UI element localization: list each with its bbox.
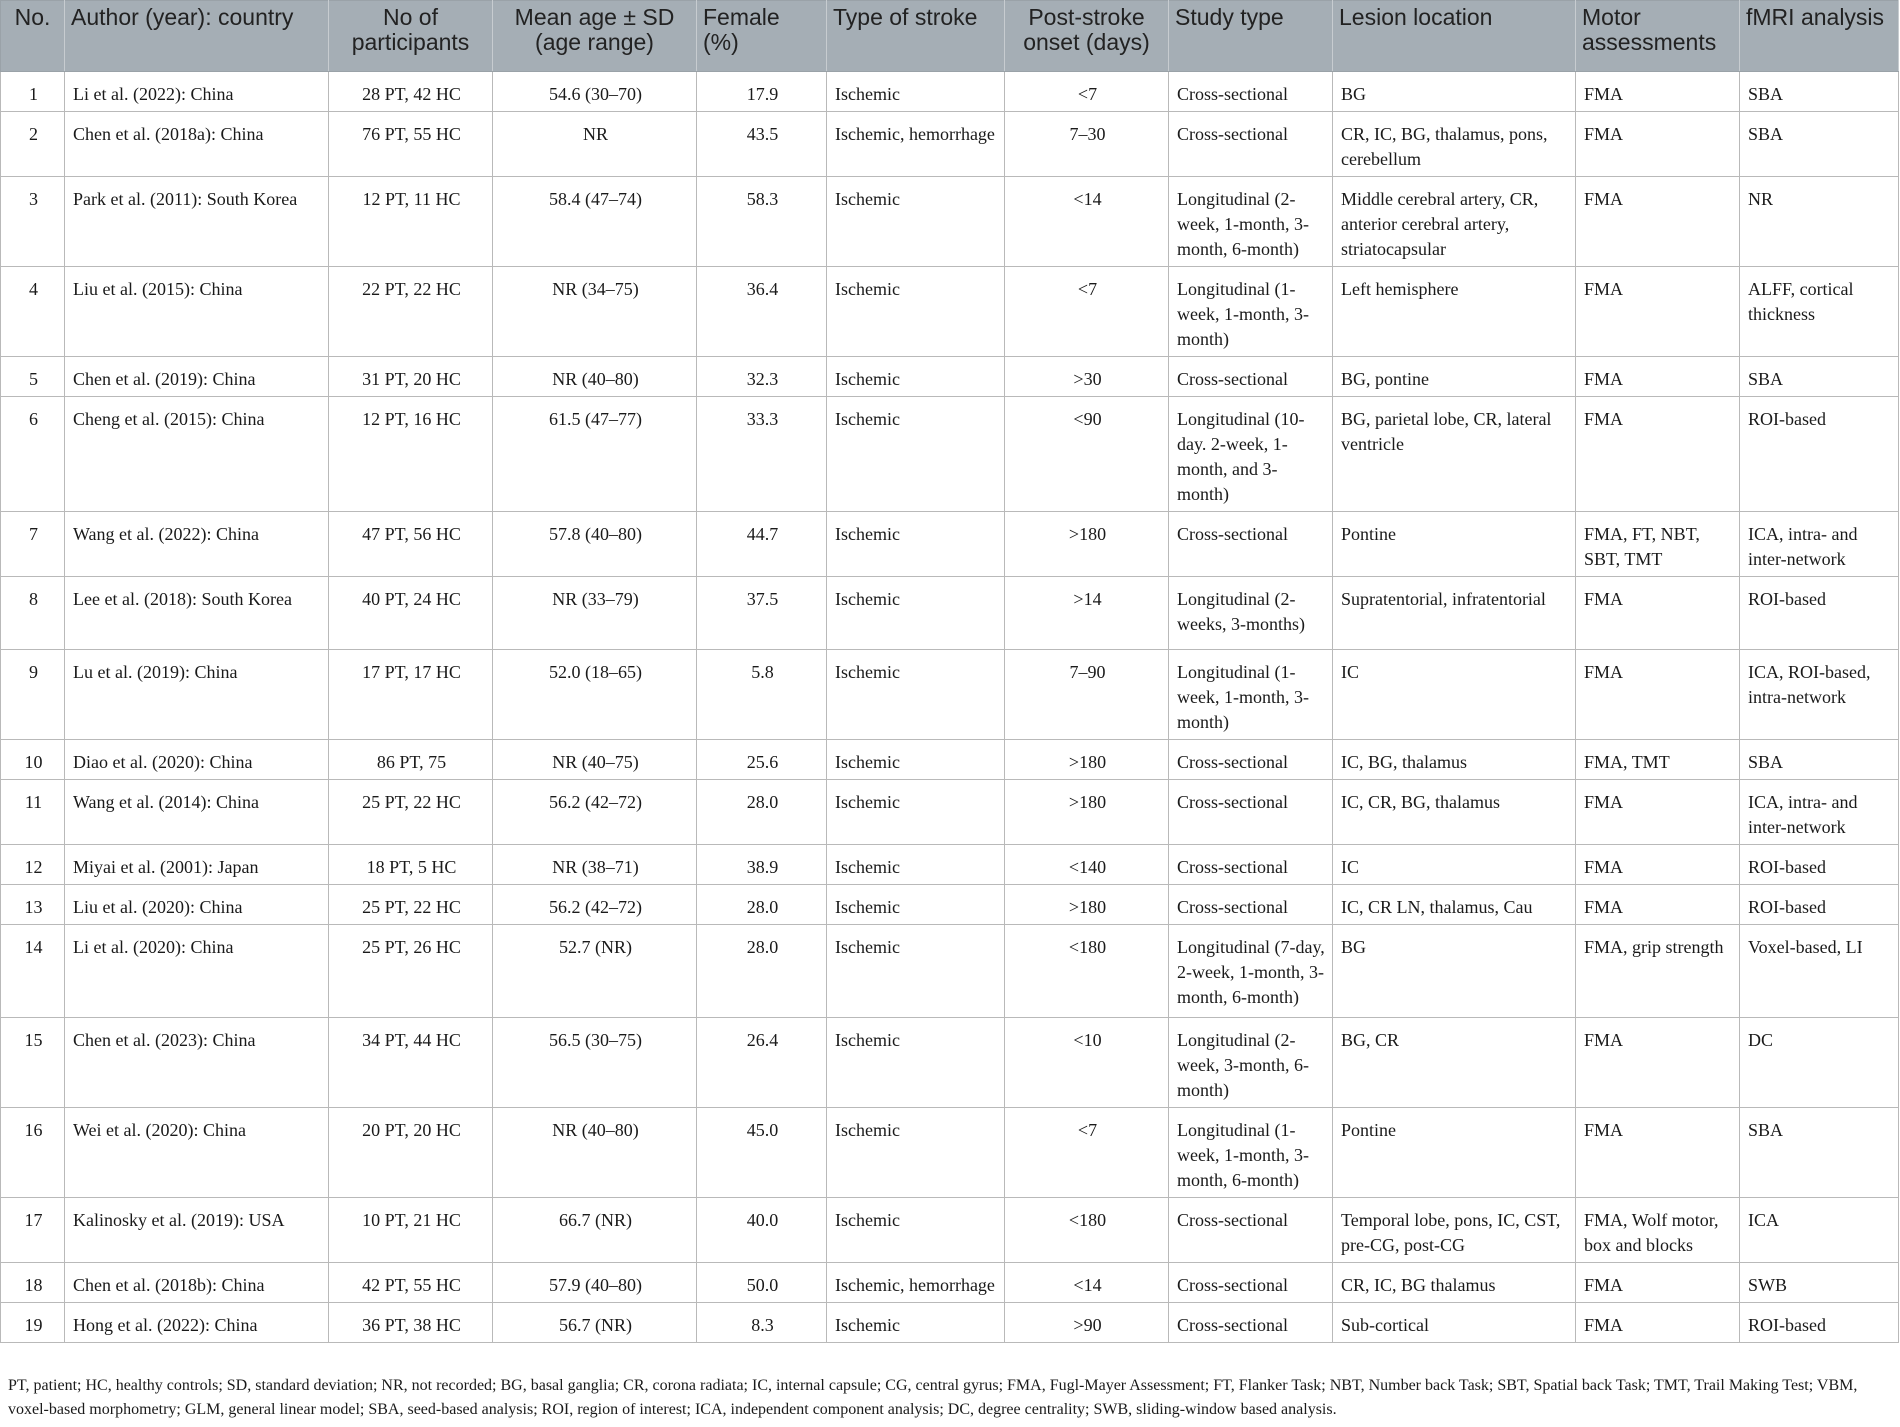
table-row xyxy=(1,577,1899,650)
cell-motor: FMA xyxy=(1576,397,1740,512)
cell-lesion: IC, BG, thalamus xyxy=(1333,740,1576,780)
cell-fmri: ICA xyxy=(1740,1198,1899,1263)
cell-study-type: Cross-sectional xyxy=(1169,1303,1333,1343)
cell-lesion: Sub-cortical xyxy=(1333,1303,1576,1343)
cell-lesion: BG, pontine xyxy=(1333,357,1576,397)
cell-no: 6 xyxy=(1,397,65,512)
cell-motor: FMA xyxy=(1576,780,1740,845)
cell-lesion: CR, IC, BG, thalamus, pons, cerebellum xyxy=(1333,112,1576,177)
cell-author: Chen et al. (2018b): China xyxy=(65,1263,329,1303)
header-mean-age: Mean age ± SD (age range) xyxy=(493,1,697,72)
cell-participants: 47 PT, 56 HC xyxy=(329,512,493,577)
cell-mean-age: 57.8 (40–80) xyxy=(493,512,697,577)
cell-author: Park et al. (2011): South Korea xyxy=(65,177,329,267)
cell-fmri: ROI-based xyxy=(1740,1303,1899,1343)
table-row xyxy=(1,1303,1899,1343)
header-lesion: Lesion location xyxy=(1333,1,1576,72)
cell-no: 12 xyxy=(1,845,65,885)
cell-fmri: SBA xyxy=(1740,72,1899,112)
cell-onset: >180 xyxy=(1005,512,1169,577)
cell-stroke-type: Ischemic xyxy=(827,267,1005,357)
cell-mean-age: 58.4 (47–74) xyxy=(493,177,697,267)
cell-study-type: Longitudinal (2-weeks, 3-months) xyxy=(1169,577,1333,650)
cell-stroke-type: Ischemic xyxy=(827,1108,1005,1198)
cell-mean-age: 57.9 (40–80) xyxy=(493,1263,697,1303)
cell-study-type: Longitudinal (2-week, 1-month, 3-month, 6-month) xyxy=(1169,177,1333,267)
cell-female: 28.0 xyxy=(697,780,827,845)
cell-study-type: Longitudinal (7-day, 2-week, 1-month, 3-month, 6-month) xyxy=(1169,925,1333,1018)
table-row xyxy=(1,650,1899,740)
cell-fmri: ROI-based xyxy=(1740,845,1899,885)
cell-onset: >14 xyxy=(1005,577,1169,650)
cell-female: 40.0 xyxy=(697,1198,827,1263)
cell-mean-age: 56.2 (42–72) xyxy=(493,885,697,925)
cell-lesion: IC, CR, BG, thalamus xyxy=(1333,780,1576,845)
cell-author: Wang et al. (2014): China xyxy=(65,780,329,845)
cell-mean-age: NR (40–75) xyxy=(493,740,697,780)
cell-no: 5 xyxy=(1,357,65,397)
cell-onset: <180 xyxy=(1005,925,1169,1018)
cell-onset: <180 xyxy=(1005,1198,1169,1263)
cell-author: Lee et al. (2018): South Korea xyxy=(65,577,329,650)
cell-motor: FMA xyxy=(1576,112,1740,177)
cell-author: Chen et al. (2023): China xyxy=(65,1018,329,1108)
cell-mean-age: 56.2 (42–72) xyxy=(493,780,697,845)
table-row xyxy=(1,780,1899,845)
cell-stroke-type: Ischemic xyxy=(827,577,1005,650)
cell-study-type: Longitudinal (1-week, 1-month, 3-month) xyxy=(1169,267,1333,357)
cell-female: 36.4 xyxy=(697,267,827,357)
cell-fmri: ALFF, cortical thickness xyxy=(1740,267,1899,357)
cell-study-type: Cross-sectional xyxy=(1169,1198,1333,1263)
cell-motor: FMA xyxy=(1576,1018,1740,1108)
cell-study-type: Longitudinal (1-week, 1-month, 3-month) xyxy=(1169,650,1333,740)
cell-fmri: NR xyxy=(1740,177,1899,267)
cell-no: 10 xyxy=(1,740,65,780)
cell-no: 14 xyxy=(1,925,65,1018)
cell-female: 44.7 xyxy=(697,512,827,577)
cell-motor: FMA xyxy=(1576,1303,1740,1343)
cell-fmri: SWB xyxy=(1740,1263,1899,1303)
cell-participants: 42 PT, 55 HC xyxy=(329,1263,493,1303)
table-row xyxy=(1,112,1899,177)
cell-participants: 28 PT, 42 HC xyxy=(329,72,493,112)
cell-no: 17 xyxy=(1,1198,65,1263)
cell-study-type: Cross-sectional xyxy=(1169,112,1333,177)
cell-stroke-type: Ischemic xyxy=(827,512,1005,577)
cell-participants: 12 PT, 16 HC xyxy=(329,397,493,512)
cell-participants: 12 PT, 11 HC xyxy=(329,177,493,267)
cell-no: 19 xyxy=(1,1303,65,1343)
table-row xyxy=(1,845,1899,885)
cell-author: Li et al. (2022): China xyxy=(65,72,329,112)
cell-lesion: Middle cerebral artery, CR, anterior cerebral artery, striatocapsular xyxy=(1333,177,1576,267)
cell-onset: >180 xyxy=(1005,780,1169,845)
cell-participants: 18 PT, 5 HC xyxy=(329,845,493,885)
cell-mean-age: NR (34–75) xyxy=(493,267,697,357)
cell-study-type: Cross-sectional xyxy=(1169,780,1333,845)
cell-onset: <7 xyxy=(1005,72,1169,112)
table-row xyxy=(1,1263,1899,1303)
cell-stroke-type: Ischemic xyxy=(827,357,1005,397)
cell-no: 7 xyxy=(1,512,65,577)
cell-onset: <90 xyxy=(1005,397,1169,512)
cell-no: 8 xyxy=(1,577,65,650)
cell-stroke-type: Ischemic xyxy=(827,1018,1005,1108)
cell-participants: 34 PT, 44 HC xyxy=(329,1018,493,1108)
cell-female: 32.3 xyxy=(697,357,827,397)
cell-stroke-type: Ischemic xyxy=(827,72,1005,112)
cell-participants: 40 PT, 24 HC xyxy=(329,577,493,650)
cell-stroke-type: Ischemic xyxy=(827,925,1005,1018)
cell-lesion: IC xyxy=(1333,845,1576,885)
cell-onset: <14 xyxy=(1005,177,1169,267)
cell-author: Chen et al. (2019): China xyxy=(65,357,329,397)
cell-mean-age: 66.7 (NR) xyxy=(493,1198,697,1263)
header-onset: Post-stroke onset (days) xyxy=(1005,1,1169,72)
cell-mean-age: 56.5 (30–75) xyxy=(493,1018,697,1108)
header-study-type: Study type xyxy=(1169,1,1333,72)
cell-stroke-type: Ischemic xyxy=(827,397,1005,512)
cell-author: Liu et al. (2015): China xyxy=(65,267,329,357)
cell-participants: 36 PT, 38 HC xyxy=(329,1303,493,1343)
table-row xyxy=(1,1018,1899,1108)
cell-mean-age: 52.0 (18–65) xyxy=(493,650,697,740)
cell-participants: 76 PT, 55 HC xyxy=(329,112,493,177)
cell-stroke-type: Ischemic, hemorrhage xyxy=(827,1263,1005,1303)
cell-onset: <14 xyxy=(1005,1263,1169,1303)
cell-onset: <7 xyxy=(1005,267,1169,357)
cell-lesion: IC, CR LN, thalamus, Cau xyxy=(1333,885,1576,925)
cell-participants: 20 PT, 20 HC xyxy=(329,1108,493,1198)
cell-lesion: BG, CR xyxy=(1333,1018,1576,1108)
cell-female: 50.0 xyxy=(697,1263,827,1303)
cell-study-type: Cross-sectional xyxy=(1169,72,1333,112)
cell-author: Hong et al. (2022): China xyxy=(65,1303,329,1343)
cell-motor: FMA xyxy=(1576,177,1740,267)
header-author: Author (year): country xyxy=(65,1,329,72)
header-stroke-type: Type of stroke xyxy=(827,1,1005,72)
cell-author: Kalinosky et al. (2019): USA xyxy=(65,1198,329,1263)
cell-no: 16 xyxy=(1,1108,65,1198)
cell-lesion: Temporal lobe, pons, IC, CST, pre-CG, post-CG xyxy=(1333,1198,1576,1263)
cell-motor: FMA xyxy=(1576,845,1740,885)
cell-female: 38.9 xyxy=(697,845,827,885)
cell-stroke-type: Ischemic xyxy=(827,650,1005,740)
table-row xyxy=(1,397,1899,512)
table-header-row xyxy=(1,1,1899,72)
cell-female: 26.4 xyxy=(697,1018,827,1108)
cell-participants: 86 PT, 75 xyxy=(329,740,493,780)
cell-author: Wei et al. (2020): China xyxy=(65,1108,329,1198)
cell-fmri: SBA xyxy=(1740,1108,1899,1198)
cell-lesion: Left hemisphere xyxy=(1333,267,1576,357)
cell-stroke-type: Ischemic xyxy=(827,845,1005,885)
cell-mean-age: NR xyxy=(493,112,697,177)
cell-female: 25.6 xyxy=(697,740,827,780)
cell-motor: FMA xyxy=(1576,1263,1740,1303)
cell-lesion: BG, parietal lobe, CR, lateral ventricle xyxy=(1333,397,1576,512)
cell-onset: >90 xyxy=(1005,1303,1169,1343)
cell-no: 1 xyxy=(1,72,65,112)
cell-mean-age: 54.6 (30–70) xyxy=(493,72,697,112)
cell-fmri: DC xyxy=(1740,1018,1899,1108)
header-fmri: fMRI analysis xyxy=(1740,1,1899,72)
cell-stroke-type: Ischemic xyxy=(827,885,1005,925)
cell-lesion: CR, IC, BG thalamus xyxy=(1333,1263,1576,1303)
cell-no: 4 xyxy=(1,267,65,357)
table-row xyxy=(1,1108,1899,1198)
cell-female: 5.8 xyxy=(697,650,827,740)
cell-author: Liu et al. (2020): China xyxy=(65,885,329,925)
cell-fmri: ROI-based xyxy=(1740,577,1899,650)
cell-female: 28.0 xyxy=(697,885,827,925)
cell-study-type: Cross-sectional xyxy=(1169,512,1333,577)
cell-study-type: Cross-sectional xyxy=(1169,845,1333,885)
cell-no: 3 xyxy=(1,177,65,267)
cell-participants: 31 PT, 20 HC xyxy=(329,357,493,397)
cell-mean-age: NR (33–79) xyxy=(493,577,697,650)
cell-author: Chen et al. (2018a): China xyxy=(65,112,329,177)
cell-onset: <140 xyxy=(1005,845,1169,885)
cell-motor: FMA, TMT xyxy=(1576,740,1740,780)
cell-fmri: ICA, intra- and inter-network xyxy=(1740,512,1899,577)
cell-mean-age: NR (40–80) xyxy=(493,1108,697,1198)
cell-mean-age: NR (38–71) xyxy=(493,845,697,885)
table-row xyxy=(1,72,1899,112)
cell-participants: 10 PT, 21 HC xyxy=(329,1198,493,1263)
cell-no: 11 xyxy=(1,780,65,845)
cell-stroke-type: Ischemic xyxy=(827,177,1005,267)
table-row xyxy=(1,1198,1899,1263)
cell-female: 17.9 xyxy=(697,72,827,112)
cell-author: Lu et al. (2019): China xyxy=(65,650,329,740)
cell-participants: 25 PT, 26 HC xyxy=(329,925,493,1018)
cell-onset: 7–30 xyxy=(1005,112,1169,177)
cell-study-type: Cross-sectional xyxy=(1169,1263,1333,1303)
cell-motor: FMA xyxy=(1576,885,1740,925)
cell-mean-age: 56.7 (NR) xyxy=(493,1303,697,1343)
cell-study-type: Longitudinal (2-week, 3-month, 6-month) xyxy=(1169,1018,1333,1108)
cell-lesion: Supratentorial, infratentorial xyxy=(1333,577,1576,650)
cell-female: 33.3 xyxy=(697,397,827,512)
header-female: Female (%) xyxy=(697,1,827,72)
cell-female: 43.5 xyxy=(697,112,827,177)
cell-study-type: Cross-sectional xyxy=(1169,357,1333,397)
cell-study-type: Cross-sectional xyxy=(1169,885,1333,925)
cell-lesion: BG xyxy=(1333,925,1576,1018)
cell-author: Miyai et al. (2001): Japan xyxy=(65,845,329,885)
cell-motor: FMA xyxy=(1576,72,1740,112)
cell-author: Cheng et al. (2015): China xyxy=(65,397,329,512)
cell-stroke-type: Ischemic xyxy=(827,780,1005,845)
cell-lesion: Pontine xyxy=(1333,512,1576,577)
table-row xyxy=(1,925,1899,1018)
cell-motor: FMA xyxy=(1576,577,1740,650)
header-motor: Motor assessments xyxy=(1576,1,1740,72)
cell-study-type: Longitudinal (1-week, 1-month, 3-month, 6-month) xyxy=(1169,1108,1333,1198)
cell-author: Li et al. (2020): China xyxy=(65,925,329,1018)
cell-no: 18 xyxy=(1,1263,65,1303)
table-row xyxy=(1,740,1899,780)
table-row xyxy=(1,357,1899,397)
header-no: No. xyxy=(1,1,65,72)
cell-onset: <10 xyxy=(1005,1018,1169,1108)
cell-fmri: ROI-based xyxy=(1740,885,1899,925)
cell-no: 15 xyxy=(1,1018,65,1108)
table-row xyxy=(1,512,1899,577)
cell-lesion: Pontine xyxy=(1333,1108,1576,1198)
table-row xyxy=(1,267,1899,357)
cell-participants: 17 PT, 17 HC xyxy=(329,650,493,740)
cell-female: 37.5 xyxy=(697,577,827,650)
cell-onset: <7 xyxy=(1005,1108,1169,1198)
cell-fmri: ICA, ROI-based, intra-network xyxy=(1740,650,1899,740)
cell-fmri: SBA xyxy=(1740,112,1899,177)
cell-motor: FMA xyxy=(1576,267,1740,357)
cell-motor: FMA xyxy=(1576,1108,1740,1198)
cell-no: 13 xyxy=(1,885,65,925)
cell-female: 58.3 xyxy=(697,177,827,267)
cell-no: 2 xyxy=(1,112,65,177)
cell-lesion: BG xyxy=(1333,72,1576,112)
cell-study-type: Cross-sectional xyxy=(1169,740,1333,780)
cell-fmri: Voxel-based, LI xyxy=(1740,925,1899,1018)
header-participants: No of participants xyxy=(329,1,493,72)
cell-mean-age: 52.7 (NR) xyxy=(493,925,697,1018)
cell-study-type: Longitudinal (10-day. 2-week, 1-month, and 3-month) xyxy=(1169,397,1333,512)
cell-participants: 25 PT, 22 HC xyxy=(329,885,493,925)
cell-no: 9 xyxy=(1,650,65,740)
table-footnote: PT, patient; HC, healthy controls; SD, standard deviation; NR, not recorded; BG, basal ganglia; CR, corona radiata; IC, internal capsule; CG, central gyrus; FMA, Fugl-Mayer Assessment; FT, Flanker Task; NBT, Number back Task; SBT, Spatial back Task; TMT, Trail Making Test; VBM, voxel-based morphometry; GLM, general linear model; SBA, seed-based analysis; ROI, region of interest; ICA, independent component analysis; DC, degree centrality; SWB, sliding-window based analysis. xyxy=(8,1377,1858,1418)
cell-fmri: SBA xyxy=(1740,740,1899,780)
cell-motor: FMA, Wolf motor, box and blocks xyxy=(1576,1198,1740,1263)
cell-motor: FMA xyxy=(1576,357,1740,397)
cell-fmri: SBA xyxy=(1740,357,1899,397)
cell-female: 28.0 xyxy=(697,925,827,1018)
cell-onset: >180 xyxy=(1005,740,1169,780)
cell-female: 45.0 xyxy=(697,1108,827,1198)
cell-female: 8.3 xyxy=(697,1303,827,1343)
cell-participants: 22 PT, 22 HC xyxy=(329,267,493,357)
cell-stroke-type: Ischemic xyxy=(827,740,1005,780)
cell-stroke-type: Ischemic xyxy=(827,1303,1005,1343)
cell-participants: 25 PT, 22 HC xyxy=(329,780,493,845)
cell-mean-age: 61.5 (47–77) xyxy=(493,397,697,512)
cell-motor: FMA, grip strength xyxy=(1576,925,1740,1018)
cell-author: Wang et al. (2022): China xyxy=(65,512,329,577)
cell-mean-age: NR (40–80) xyxy=(493,357,697,397)
cell-author: Diao et al. (2020): China xyxy=(65,740,329,780)
table-row xyxy=(1,177,1899,267)
cell-motor: FMA, FT, NBT, SBT, TMT xyxy=(1576,512,1740,577)
cell-onset: 7–90 xyxy=(1005,650,1169,740)
cell-motor: FMA xyxy=(1576,650,1740,740)
cell-fmri: ICA, intra- and inter-network xyxy=(1740,780,1899,845)
cell-lesion: IC xyxy=(1333,650,1576,740)
cell-stroke-type: Ischemic xyxy=(827,1198,1005,1263)
table-body xyxy=(1,72,1899,1343)
cell-onset: >30 xyxy=(1005,357,1169,397)
cell-stroke-type: Ischemic, hemorrhage xyxy=(827,112,1005,177)
cell-onset: >180 xyxy=(1005,885,1169,925)
table-row xyxy=(1,885,1899,925)
cell-fmri: ROI-based xyxy=(1740,397,1899,512)
